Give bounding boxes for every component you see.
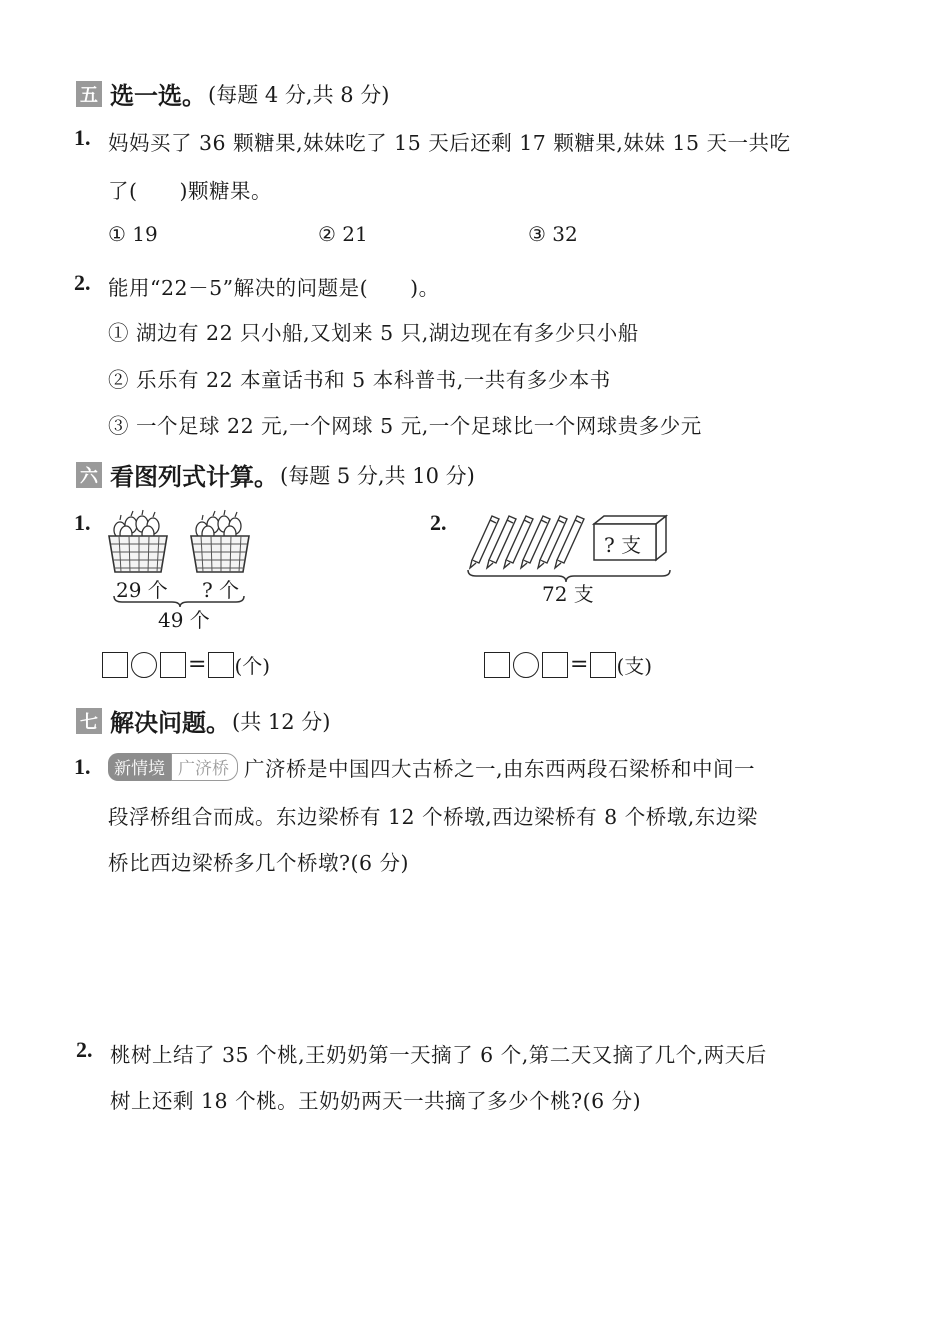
q5-2-option-1: ① 湖边有 22 只小船,又划来 5 只,湖边现在有多少只小船 <box>108 321 639 345</box>
answer-box[interactable] <box>160 652 186 678</box>
section-7-note: (共 12 分) <box>232 709 331 734</box>
q5-2 <box>74 270 91 296</box>
basket-total-label: 49 个 <box>158 608 210 632</box>
basket-left <box>109 510 167 572</box>
q5-1-line1: 妈妈买了 36 颗糖果,妹妹吃了 15 天后还剩 17 颗糖果,妹妹 15 天一共吃 <box>108 131 791 155</box>
equals-sign: = <box>188 652 207 677</box>
q7-1 <box>74 754 91 780</box>
q7-1-line2: 段浮桥组合而成。东边梁桥有 12 个桥墩,西边梁桥有 8 个桥墩,东边梁 <box>108 805 758 829</box>
question-number: 2. <box>430 510 447 535</box>
equals-sign: = <box>570 652 589 677</box>
answer-box[interactable] <box>102 652 128 678</box>
q7-1-line3: 桥比西边梁桥多几个桥墩?(6 分) <box>108 851 410 875</box>
question-number: 1. <box>74 125 91 150</box>
section-7-badge: 七 <box>76 708 102 734</box>
section-7-title: 解决问题。 <box>110 709 230 737</box>
q5-1-option-3: ③ 32 <box>528 222 578 246</box>
q5-2-option-2: ② 乐乐有 22 本童话书和 5 本科普书,一共有多少本书 <box>108 368 611 392</box>
section-5-badge: 五 <box>76 81 102 107</box>
section-5-title: 选一选。 <box>110 82 206 110</box>
answer-box[interactable] <box>590 652 616 678</box>
basket-right-label: ? 个 <box>202 578 240 602</box>
question-number: 2. <box>74 270 91 295</box>
basket-right <box>191 510 249 572</box>
q5-1-option-1: ① 19 <box>108 222 158 246</box>
question-number: 1. <box>74 510 91 535</box>
basket-left-label: 29 个 <box>116 578 168 602</box>
q7-2-line1: 桃树上结了 35 个桃,王奶奶第一天摘了 6 个,第二天又摘了几个,两天后 <box>110 1043 767 1067</box>
section-6-note: (每题 5 分,共 10 分) <box>280 463 475 488</box>
new-context-tag: 新情境 <box>108 753 171 781</box>
operator-circle[interactable] <box>513 652 539 678</box>
unit-label: (个) <box>234 654 271 678</box>
q6-2 <box>430 510 447 536</box>
q7-1-line1: 广济桥是中国四大古桥之一,由东西两段石梁桥和中间一 <box>244 757 756 781</box>
q7-1-line1-row <box>108 752 755 782</box>
q5-2-option-3: ③ 一个足球 22 元,一个网球 5 元,一个足球比一个网球贵多少元 <box>108 414 702 438</box>
topic-tag: 广济桥 <box>171 753 238 781</box>
pens-picture <box>462 508 677 588</box>
section-5-header <box>76 76 389 111</box>
question-number: 1. <box>74 754 91 779</box>
q5-1 <box>74 125 91 151</box>
q5-1-line2: 了( )颗糖果。 <box>108 179 272 203</box>
unit-label: (支) <box>616 654 653 678</box>
section-6-header <box>76 457 475 492</box>
section-6-badge: 六 <box>76 462 102 488</box>
question-number: 2. <box>76 1037 93 1062</box>
q7-2-line2: 树上还剩 18 个桃。王奶奶两天一共摘了多少个桃?(6 分) <box>110 1089 642 1113</box>
answer-box[interactable] <box>542 652 568 678</box>
q5-2-stem: 能用“22－5”解决的问题是( )。 <box>108 276 440 300</box>
operator-circle[interactable] <box>131 652 157 678</box>
q5-1-option-2: ② 21 <box>318 222 368 246</box>
answer-box[interactable] <box>208 652 234 678</box>
q6-2-answer-row <box>484 650 652 679</box>
section-5-note: (每题 4 分,共 8 分) <box>208 82 390 107</box>
section-7-header <box>76 703 330 738</box>
q7-2 <box>76 1037 93 1063</box>
q6-1 <box>74 510 91 536</box>
pen-total-label: 72 支 <box>542 582 594 606</box>
pen-box-label: ? 支 <box>604 533 642 557</box>
section-6-title: 看图列式计算。 <box>110 463 278 491</box>
answer-box[interactable] <box>484 652 510 678</box>
q6-1-answer-row <box>102 650 270 679</box>
